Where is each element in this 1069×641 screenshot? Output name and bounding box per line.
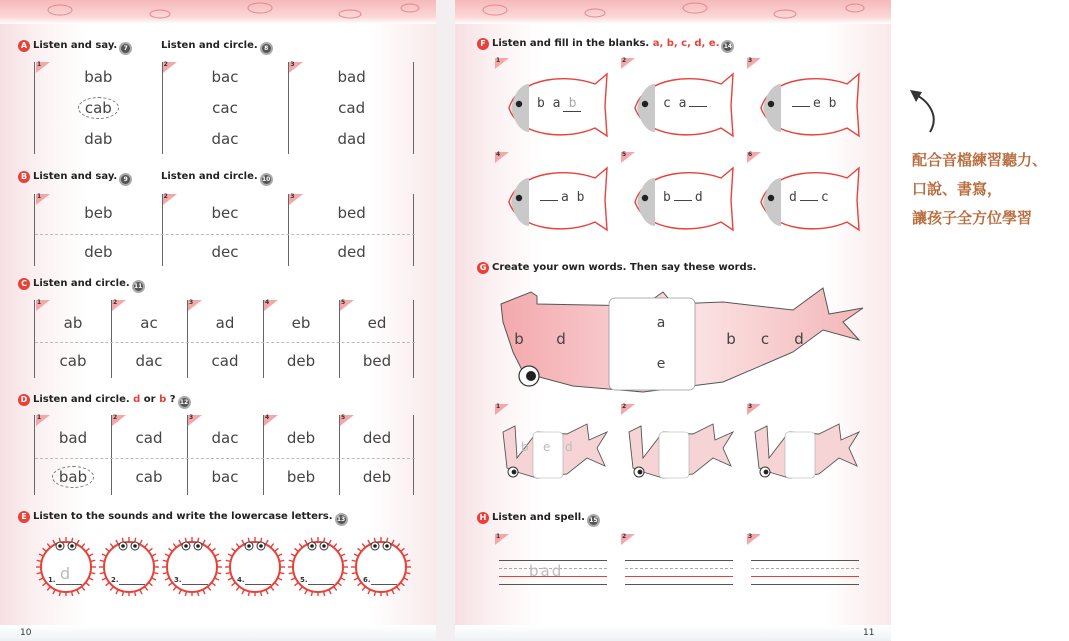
- left-page: [0, 0, 436, 641]
- word-text: ded: [362, 429, 392, 447]
- section-e-label: Listen to the sounds and write the lowercase letters.: [33, 511, 333, 522]
- fill-in-word[interactable]: [789, 190, 829, 205]
- item-number-flag: [495, 58, 509, 69]
- answer-option[interactable]: [339, 314, 415, 332]
- word-text: bac: [211, 68, 239, 86]
- writing-guide-line: [499, 560, 607, 561]
- item-number-flag: [747, 404, 761, 415]
- section-d-title: [18, 394, 191, 409]
- shark-left-letter: b: [514, 330, 524, 348]
- blank-slot[interactable]: [689, 106, 707, 107]
- pufferfish-icon: [224, 534, 286, 596]
- word-suffix: e b: [813, 96, 837, 111]
- answer-option[interactable]: [263, 352, 339, 370]
- section-f-fish-grid: [495, 58, 875, 248]
- word-text: bab: [84, 68, 113, 86]
- section-f-label: Listen and fill in the blanks.: [492, 38, 650, 49]
- item-number: 3: [290, 193, 295, 200]
- writing-guide-line: [499, 584, 607, 585]
- section-b-circle-label: Listen and circle.: [161, 171, 258, 182]
- word-text: deb: [362, 468, 392, 486]
- word-text: ded: [337, 243, 366, 261]
- section-c-grid: [34, 300, 414, 378]
- answer-option[interactable]: [60, 204, 136, 222]
- item-number-flag: [36, 415, 50, 426]
- shark-icon: [749, 418, 861, 484]
- section-a-say-label: Listen and say.: [33, 40, 118, 51]
- item-number-flag: [747, 534, 761, 545]
- section-e-badge: E: [18, 511, 30, 523]
- answer-option[interactable]: [314, 204, 390, 222]
- answer-option[interactable]: [187, 314, 263, 332]
- row-divider: [35, 458, 415, 459]
- item-number-flag: [621, 534, 635, 545]
- writing-baseline[interactable]: [751, 576, 859, 577]
- section-a-circle-title: [161, 40, 273, 55]
- word-suffix: d: [694, 190, 703, 205]
- section-f-badge: F: [477, 38, 489, 50]
- blank-slot[interactable]: [792, 106, 810, 107]
- section-c-label: Listen and circle.: [33, 278, 130, 289]
- item-number-flag: [747, 152, 761, 163]
- word-text: bad: [337, 68, 366, 86]
- item-number: 3: [748, 57, 753, 64]
- word-text: bed: [337, 204, 366, 222]
- fill-in-word[interactable]: [537, 96, 584, 112]
- answer-option[interactable]: [187, 243, 263, 261]
- side-note-line: 口說、書寫，: [912, 180, 1003, 198]
- item-number: 6: [748, 151, 753, 158]
- write-line[interactable]: [245, 584, 271, 585]
- word-text: ed: [367, 314, 387, 332]
- item-number: 2: [163, 61, 168, 68]
- item-number-flag: [340, 300, 354, 311]
- word-text: bad: [58, 429, 88, 447]
- word-text: beb: [286, 468, 316, 486]
- item-number-flag: [112, 415, 126, 426]
- answer-option[interactable]: [35, 429, 111, 447]
- word-text: cad: [211, 352, 239, 370]
- answer-option[interactable]: [60, 243, 136, 261]
- fill-in-word[interactable]: [663, 190, 703, 205]
- write-line[interactable]: [56, 584, 82, 585]
- writing-guide-line: [751, 560, 859, 561]
- section-d-grid: [34, 415, 414, 495]
- item-number-flag: [163, 194, 177, 205]
- item-number: 4: [496, 151, 501, 158]
- answer-option[interactable]: [35, 468, 111, 486]
- item-number-flag: [264, 300, 278, 311]
- writing-guide-line: [625, 560, 733, 561]
- answer-option[interactable]: [35, 352, 111, 370]
- item-number-flag: [621, 58, 635, 69]
- fill-in-word[interactable]: [789, 96, 836, 111]
- answer-option[interactable]: [314, 68, 390, 86]
- word-text: bac: [211, 468, 239, 486]
- word-text: ad: [215, 314, 235, 332]
- item-number-flag: [495, 534, 509, 545]
- cd-icon[interactable]: 13: [335, 513, 348, 526]
- writing-guide-line: [751, 568, 859, 569]
- side-note: [912, 146, 1047, 233]
- spelled-word: bad: [529, 562, 564, 580]
- item-number-flag: [36, 194, 50, 205]
- pufferfish-icon: [161, 534, 223, 596]
- page-number: 10: [20, 628, 32, 638]
- word-prefix: d: [789, 190, 797, 205]
- word-prefix: c a: [663, 96, 687, 111]
- curved-arrow-icon: [906, 86, 940, 136]
- right-page: [455, 0, 891, 641]
- item-number-flag: [340, 415, 354, 426]
- shark-letter: d: [565, 440, 573, 454]
- answer-option[interactable]: [263, 314, 339, 332]
- write-line[interactable]: [182, 584, 208, 585]
- answer-option[interactable]: [60, 68, 136, 86]
- blank-slot[interactable]: [674, 200, 692, 201]
- item-number-flag: [264, 415, 278, 426]
- cd-icon[interactable]: 15: [587, 514, 600, 527]
- section-h-badge: H: [477, 512, 489, 524]
- section-f-title: [477, 38, 734, 53]
- answer-option[interactable]: [187, 68, 263, 86]
- item-number-flag: [621, 404, 635, 415]
- item-number: 2: [622, 57, 627, 64]
- word-text: dab: [84, 130, 113, 148]
- shark-letter: b: [521, 440, 529, 454]
- pufferfish-icon: [98, 534, 160, 596]
- word-text: eb: [291, 314, 311, 332]
- word-text: ab: [63, 314, 83, 332]
- row-divider: [35, 234, 415, 235]
- fish-pattern-decoration: [455, 0, 891, 24]
- item-number: 3: [748, 533, 753, 540]
- fill-in-word[interactable]: [537, 190, 584, 205]
- word-text: deb: [286, 352, 316, 370]
- blank-number: 4.: [237, 576, 245, 584]
- spelling-row: [495, 534, 875, 598]
- word-prefix: b a: [537, 96, 561, 111]
- section-b-grid: [34, 194, 414, 266]
- item-number-flag: [289, 194, 303, 205]
- section-d-option-d: d: [133, 394, 141, 405]
- word-text: ac: [140, 314, 158, 332]
- writing-baseline[interactable]: [625, 576, 733, 577]
- answer-option[interactable]: [314, 130, 390, 148]
- section-b-title: [18, 171, 132, 186]
- cd-icon[interactable]: 8: [260, 42, 273, 55]
- item-number-flag: [163, 62, 177, 73]
- pufferfish-icon: [287, 534, 349, 596]
- answer-option[interactable]: [60, 130, 136, 148]
- section-d-or: or: [143, 394, 156, 405]
- section-g-title: [477, 262, 756, 274]
- item-number: 2: [622, 403, 627, 410]
- page-number: 11: [863, 628, 875, 638]
- answer-option[interactable]: [60, 99, 136, 117]
- word-text: cac: [212, 99, 238, 117]
- cd-icon[interactable]: 9: [119, 173, 132, 186]
- item-number-flag: [188, 415, 202, 426]
- fill-in-word[interactable]: [663, 96, 710, 111]
- side-note-line: 讓孩子全方位學習: [912, 209, 1033, 227]
- item-number: 3: [189, 414, 194, 421]
- shark-left-letter: d: [556, 330, 566, 348]
- shark-right-letter: c: [760, 330, 770, 348]
- cd-icon[interactable]: 7: [119, 42, 132, 55]
- footer-band: [0, 625, 436, 641]
- answer-option[interactable]: [187, 352, 263, 370]
- shark-middle-letter: e: [656, 356, 666, 372]
- write-line[interactable]: [371, 584, 397, 585]
- answer-option[interactable]: [314, 243, 390, 261]
- section-g-badge: G: [477, 262, 489, 274]
- item-number: 2: [113, 299, 118, 306]
- word-suffix: a b: [561, 190, 585, 205]
- shark-middle-letter: a: [656, 315, 666, 331]
- word-text: dec: [211, 243, 239, 261]
- side-note-line: 配合音檔練習聽力、: [912, 151, 1048, 169]
- blank-number: 5.: [300, 576, 308, 584]
- blank-slot[interactable]: b: [563, 96, 581, 112]
- written-letter: d: [60, 564, 71, 583]
- item-number: 4: [265, 299, 270, 306]
- answer-option[interactable]: [187, 204, 263, 222]
- shark-letter: e: [543, 440, 551, 454]
- write-line[interactable]: [308, 584, 334, 585]
- section-c-title: [18, 278, 145, 293]
- row-divider: [35, 342, 415, 343]
- header-band: [0, 0, 436, 24]
- section-b-badge: B: [18, 171, 30, 183]
- word-text: beb: [84, 204, 113, 222]
- answer-option[interactable]: [187, 99, 263, 117]
- item-number: 1: [37, 193, 42, 200]
- answer-option[interactable]: [111, 468, 187, 486]
- section-d-badge: D: [18, 394, 30, 406]
- cd-icon[interactable]: 10: [260, 173, 273, 186]
- column-divider: [162, 62, 163, 154]
- word-text: deb: [84, 243, 113, 261]
- item-number: 2: [163, 193, 168, 200]
- shark-icon: [623, 418, 735, 484]
- section-d-label: Listen and circle.: [33, 394, 130, 405]
- answer-option[interactable]: [339, 352, 415, 370]
- section-a-circle-label: Listen and circle.: [161, 40, 258, 51]
- word-text: cad: [135, 429, 163, 447]
- writing-guide-line: [625, 568, 733, 569]
- answer-option[interactable]: [187, 468, 263, 486]
- footer-band: [455, 625, 891, 641]
- item-number-flag: [495, 152, 509, 163]
- shark-right-letter: b: [726, 330, 736, 348]
- section-d-option-b: b: [159, 394, 167, 405]
- item-number: 5: [341, 299, 346, 306]
- word-text: dac: [135, 352, 163, 370]
- item-number: 2: [622, 533, 627, 540]
- answer-option[interactable]: [111, 314, 187, 332]
- item-number: 1: [496, 403, 501, 410]
- cd-icon[interactable]: 11: [132, 280, 145, 293]
- word-suffix: c: [820, 190, 829, 205]
- word-text: deb: [286, 429, 316, 447]
- word-text: dac: [211, 429, 239, 447]
- answer-option[interactable]: [314, 99, 390, 117]
- shark-icon: [497, 418, 609, 484]
- word-text: dad: [337, 130, 366, 148]
- section-g-label: Create your own words. Then say these words.: [492, 262, 757, 273]
- word-text: cab: [135, 468, 163, 486]
- answer-option[interactable]: [111, 429, 187, 447]
- answer-option[interactable]: [263, 468, 339, 486]
- circled-word: cab: [78, 97, 119, 119]
- item-number: 1: [496, 533, 501, 540]
- section-b-say-label: Listen and say.: [33, 171, 118, 182]
- answer-option[interactable]: [187, 429, 263, 447]
- word-text: dac: [211, 130, 239, 148]
- item-number: 1: [37, 61, 42, 68]
- blank-number: 1.: [48, 576, 56, 584]
- item-number: 2: [113, 414, 118, 421]
- item-number: 3: [290, 61, 295, 68]
- pufferfish-icon: [350, 534, 412, 596]
- section-e-title: [18, 511, 348, 526]
- section-a-grid: [34, 62, 414, 154]
- section-f-letters: a, b, c, d, e.: [652, 38, 720, 49]
- section-d-question-mark: ?: [169, 394, 176, 405]
- blank-slot[interactable]: [800, 200, 818, 201]
- answer-option[interactable]: [263, 429, 339, 447]
- header-band: [455, 0, 891, 24]
- writing-guide-line: [751, 584, 859, 585]
- word-text: cad: [338, 99, 366, 117]
- item-number-flag: [621, 152, 635, 163]
- answer-option[interactable]: [35, 314, 111, 332]
- cd-icon[interactable]: 14: [721, 40, 734, 53]
- circled-word: bab: [52, 466, 94, 488]
- item-number-flag: [289, 62, 303, 73]
- word-prefix: b: [663, 190, 671, 205]
- word-text: bed: [362, 352, 392, 370]
- word-text: cab: [59, 352, 87, 370]
- write-line[interactable]: [119, 584, 145, 585]
- word-text: bec: [211, 204, 239, 222]
- blank-slot[interactable]: [540, 200, 558, 201]
- item-number-flag: [36, 62, 50, 73]
- writing-guide-line: [625, 584, 733, 585]
- section-c-badge: C: [18, 278, 30, 290]
- column-divider: [288, 62, 289, 154]
- blank-number: 6.: [363, 576, 371, 584]
- item-number: 1: [496, 57, 501, 64]
- section-a-title: [18, 40, 132, 55]
- pufferfish-row: [34, 534, 414, 596]
- section-h-title: [477, 512, 600, 527]
- item-number-flag: [112, 300, 126, 311]
- item-number-flag: [747, 58, 761, 69]
- item-number: 4: [265, 414, 270, 421]
- small-sharks-row: [495, 404, 875, 494]
- answer-option[interactable]: [111, 352, 187, 370]
- answer-option[interactable]: [339, 468, 415, 486]
- answer-option[interactable]: [187, 130, 263, 148]
- book-gutter: [436, 0, 455, 641]
- item-number: 1: [37, 414, 42, 421]
- answer-option[interactable]: [339, 429, 415, 447]
- blank-number: 2.: [111, 576, 119, 584]
- fish-pattern-decoration: [0, 0, 436, 24]
- item-number: 3: [748, 403, 753, 410]
- section-h-label: Listen and spell.: [492, 512, 585, 523]
- item-number: 1: [37, 299, 42, 306]
- item-number: 3: [189, 299, 194, 306]
- section-a-badge: A: [18, 40, 30, 52]
- item-number-flag: [36, 300, 50, 311]
- item-number: 5: [622, 151, 627, 158]
- section-b-circle-title: [161, 171, 273, 186]
- item-number-flag: [495, 404, 509, 415]
- item-number-flag: [188, 300, 202, 311]
- blank-number: 3.: [174, 576, 182, 584]
- shark-right-letter: d: [794, 330, 804, 348]
- cd-icon[interactable]: 12: [178, 396, 191, 409]
- item-number: 5: [341, 414, 346, 421]
